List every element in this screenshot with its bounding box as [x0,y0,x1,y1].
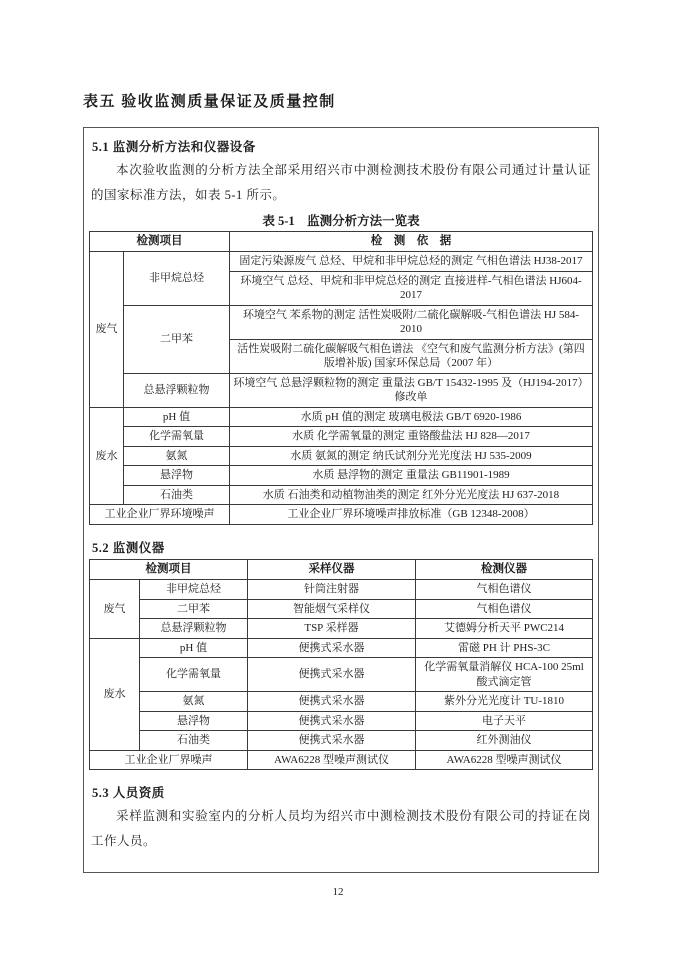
table-row [90,427,593,447]
sampler-cell: 便携式采水器 [248,658,416,692]
category-cell-gas: 废气 [90,580,140,639]
table-5-1-header-row [90,232,593,252]
table-row [90,485,593,505]
table-row [90,711,593,731]
table-5-1-header-item: 检测项目 [90,232,230,252]
detector-cell: 化学需氧量消解仪 HCA-100 25ml 酸式滴定管 [416,658,593,692]
table-row [90,731,593,751]
item-cell: pH 值 [140,638,248,658]
method-cell: 环境空气 苯系物的测定 活性炭吸附/二硫化碳解吸-气相色谱法 HJ 584-2010 [230,305,593,339]
method-cell: 水质 氨氮的测定 纳氏试剂分光光度法 HJ 535-2009 [230,446,593,466]
item-cell-noise: 工业企业厂界噪声 [90,750,248,770]
method-cell: 水质 石油类和动植物油类的测定 红外分光光度法 HJ 637-2018 [230,485,593,505]
table-row [90,373,593,407]
table-5-2-header-row [90,559,593,579]
item-cell: 二甲苯 [140,599,248,619]
table-row [90,446,593,466]
page-number: 12 [332,886,344,898]
detector-cell: 艾德姆分析天平 PWC214 [416,619,593,639]
item-cell: 悬浮物 [124,466,230,486]
item-cell: 悬浮物 [140,711,248,731]
item-cell: 总悬浮颗粒物 [140,619,248,639]
method-cell: 活性炭吸附二硫化碳解吸气相色谱法 《空气和废气监测分析方法》(第四版增补版) 国家环保总局（2007 年） [230,339,593,373]
item-cell: 石油类 [140,731,248,751]
sampler-cell: 便携式采水器 [248,692,416,712]
section-5-3-paragraph: 采样监测和实验室内的分析人员均为绍兴市中测检测技术股份有限公司的持证在岗工作人员。 [91,809,591,849]
section-5-2-heading: 5.2 监测仪器 [92,540,165,555]
item-cell: 非甲烷总烃 [124,252,230,306]
detector-cell: 电子天平 [416,711,593,731]
detector-cell: 气相色谱仪 [416,599,593,619]
item-cell: 非甲烷总烃 [140,580,248,600]
table-5-1-title: 表 5-1 监测分析方法一览表 [262,214,420,228]
sampler-cell: 便携式采水器 [248,711,416,731]
table-row [90,305,593,339]
table-5-1-header-basis: 检 测 依 据 [230,232,593,252]
category-cell-gas: 废气 [90,252,124,408]
section-5-1-paragraph: 本次验收监测的分析方法全部采用绍兴市中测检测技术股份有限公司通过计量认证的国家标准方法，如表 5-1 所示。 [91,163,591,202]
method-cell: 水质 悬浮物的测定 重量法 GB11901-1989 [230,466,593,486]
method-cell: 水质 pH 值的测定 玻璃电极法 GB/T 6920-1986 [230,407,593,427]
item-cell: 化学需氧量 [140,658,248,692]
item-cell: 二甲苯 [124,305,230,373]
sampler-cell: TSP 采样器 [248,619,416,639]
method-cell: 水质 化学需氧量的测定 重铬酸盐法 HJ 828—2017 [230,427,593,447]
detector-cell: 紫外分光光度计 TU-1810 [416,692,593,712]
item-cell-noise: 工业企业厂界环境噪声 [90,505,230,525]
detector-cell: 雷磁 PH 计 PHS-3C [416,638,593,658]
item-cell: 石油类 [124,485,230,505]
table-5-2-header-sampler: 采样仪器 [248,559,416,579]
table-row [90,658,593,692]
table-5-1 [89,231,593,525]
detector-cell: AWA6228 型噪声测试仪 [416,750,593,770]
section-5-1-heading: 5.1 监测分析方法和仪器设备 [92,140,256,154]
table-row [90,619,593,639]
table-row [90,638,593,658]
page-title: 表五 验收监测质量保证及质量控制 [83,94,336,110]
detector-cell: 气相色谱仪 [416,580,593,600]
category-cell-water: 废水 [90,638,140,750]
sampler-cell: 智能烟气采样仪 [248,599,416,619]
table-5-2-header-detector: 检测仪器 [416,559,593,579]
method-cell: 环境空气 总烃、甲烷和非甲烷总烃的测定 直接进样-气相色谱法 HJ604-2017 [230,271,593,305]
table-5-2 [89,559,593,770]
table-row [90,692,593,712]
category-cell-water: 废水 [90,407,124,505]
sampler-cell: 针筒注射器 [248,580,416,600]
method-cell: 环境空气 总悬浮颗粒物的测定 重量法 GB/T 15432-1995 及（HJ194-2017）修改单 [230,373,593,407]
detector-cell: 红外测油仪 [416,731,593,751]
item-cell: 总悬浮颗粒物 [124,373,230,407]
table-row [90,580,593,600]
item-cell: 氨氮 [124,446,230,466]
method-cell: 固定污染源废气 总烃、甲烷和非甲烷总烃的测定 气相色谱法 HJ38-2017 [230,252,593,272]
item-cell: 氨氮 [140,692,248,712]
table-5-2-header-item: 检测项目 [90,559,248,579]
table-row [90,252,593,272]
content-box [83,127,599,873]
item-cell: 化学需氧量 [124,427,230,447]
table-row [90,407,593,427]
item-cell: pH 值 [124,407,230,427]
sampler-cell: AWA6228 型噪声测试仪 [248,750,416,770]
table-row [90,750,593,770]
method-cell: 工业企业厂界环境噪声排放标准（GB 12348-2008） [230,505,593,525]
section-5-3-heading: 5.3 人员资质 [92,786,165,801]
table-row [90,599,593,619]
table-row [90,466,593,486]
sampler-cell: 便携式采水器 [248,731,416,751]
table-row [90,505,593,525]
sampler-cell: 便携式采水器 [248,638,416,658]
